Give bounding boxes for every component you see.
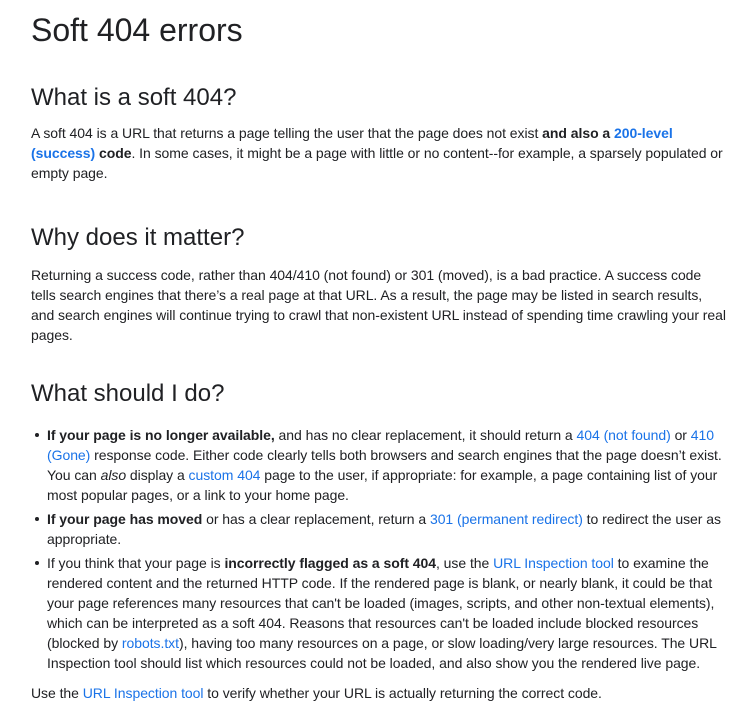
link-410-gone[interactable]: 410 (Gone): [47, 427, 714, 463]
section-heading-what-to-do: What should I do?: [31, 380, 225, 407]
link-301-permanent-redirect[interactable]: 301 (permanent redirect): [429, 511, 583, 527]
link-404-not-found[interactable]: 404 (not found): [576, 427, 671, 443]
recommendation-list: [31, 425, 726, 673]
section-paragraph-what-is: [31, 123, 726, 183]
link-url-inspection-tool[interactable]: URL Inspection tool: [493, 555, 614, 571]
closing-paragraph: [31, 683, 726, 703]
list-item: [47, 425, 726, 505]
italic-text: also: [100, 467, 127, 483]
link-custom-404[interactable]: custom 404: [188, 467, 261, 483]
text-segment: or has a clear replacement, return a: [202, 511, 430, 527]
bold-text: incorrectly flagged as a soft 404: [224, 555, 436, 571]
bold-text: If your page has moved: [47, 511, 203, 527]
section-heading-why-matter: Why does it matter?: [31, 224, 245, 251]
text-segment: response code. Either code clearly tells both browsers and search engines that the page doesn’t exist. You can: [47, 447, 722, 483]
text-segment: and has no clear replacement, it should return a: [274, 427, 577, 443]
text-segment: display a: [126, 467, 189, 483]
text-segment: A soft 404 is a URL that returns a page telling the user that the page does not exist: [31, 125, 543, 141]
text-segment: to examine the rendered content and the returned HTTP code. If the rendered page is blank, or nearly blank, it could be that your page references many resources that can't be loaded (images, scripts, and other non-textual elements), which can be interpreted as a soft 404. Reasons that resources can't be loaded include blocked resources (blocked by: [47, 555, 715, 651]
link-url-inspection-tool-2[interactable]: URL Inspection tool: [82, 685, 204, 701]
bold-text: and also a: [542, 125, 614, 141]
text-segment: page to the user, if appropriate: for example, a page containing list of your most popular pages, or a link to your home page.: [47, 467, 718, 503]
text-segment: If you think that your page is: [47, 555, 225, 571]
text-segment: . In some cases, it might be a page with little or no content--for example, a sparsely populated or empty page.: [31, 145, 723, 181]
list-item: [47, 553, 726, 673]
list-item: [47, 509, 726, 549]
text-segment: to verify whether your URL is actually returning the correct code.: [203, 685, 602, 701]
page-title: Soft 404 errors: [31, 12, 243, 48]
section-heading-what-is: What is a soft 404?: [31, 84, 237, 111]
bold-text: If your page is no longer available,: [47, 427, 275, 443]
text-segment: to redirect the user as appropriate.: [47, 511, 721, 547]
section-paragraph-why-matter: Returning a success code, rather than 404/410 (not found) or 301 (moved), is a bad practice. A success code tells search engines that there’s a real page at that URL. As a result, the page may be listed in search results, and search engines will continue trying to crawl that non-existent URL instead of spending time crawling your real pages.: [31, 267, 726, 343]
text-segment: ), having too many resources on a page, or slow loading/very large resources. The URL Inspection tool should list which resources could not be loaded, and also show you the rendered live page.: [47, 635, 717, 671]
text-segment: Use the: [31, 685, 83, 701]
text-segment: , use the: [436, 555, 494, 571]
bold-text: code: [95, 145, 132, 161]
link-200-level-success[interactable]: 200-level (success): [31, 125, 673, 161]
text-segment: or: [670, 427, 691, 443]
link-robots-txt[interactable]: robots.txt: [121, 635, 179, 651]
